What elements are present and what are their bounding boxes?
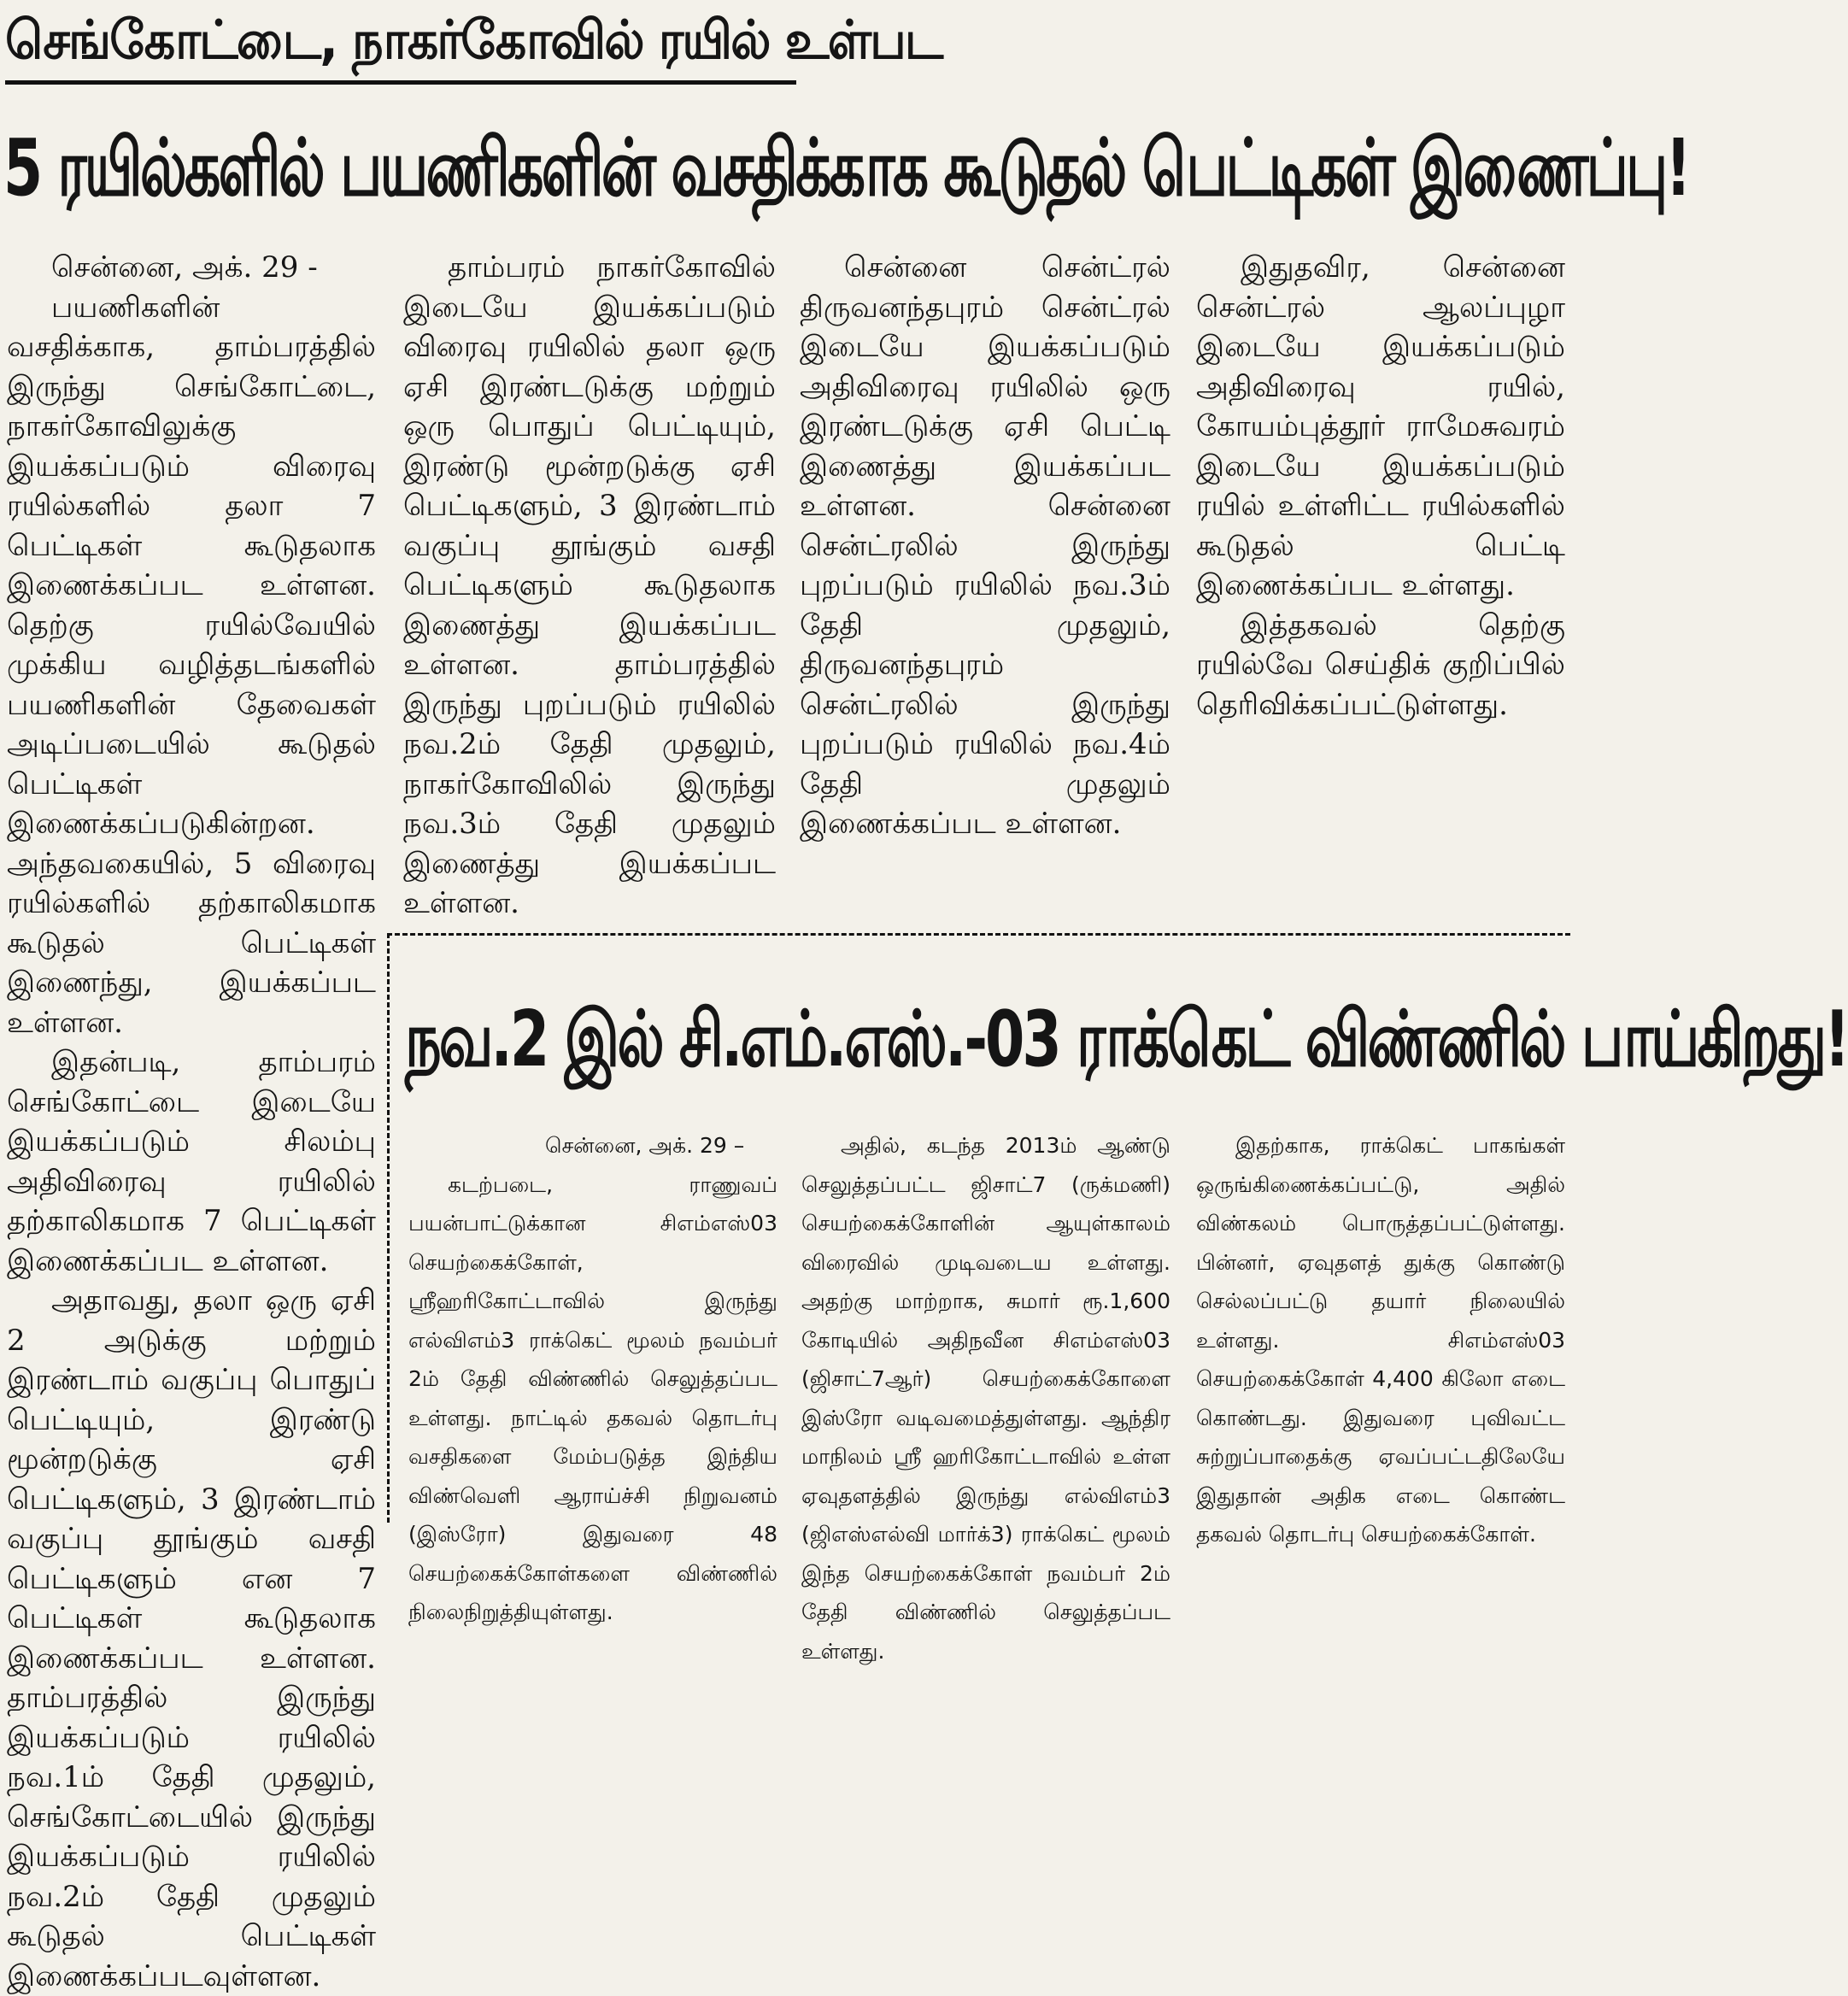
boxed-article-headline: நவ.2 இல் சி.எம்.எஸ்.-03 ராக்கெட் விண்ணில் பாய்கிறது! <box>405 995 1848 1084</box>
article-body-column-1 <box>7 248 376 1993</box>
boxed-article-column-1 <box>408 1126 777 1624</box>
article-paragraph-2: இதன்படி, தாம்பரம் செங்கோட்டை இடையே இயக்கப்படும் சிலம்பு அதிவிரைவு ரயிலில் தற்காலிகமாக 7 பெட்டிகள் இணைக்கப்பட உள்ளன. <box>7 1045 376 1278</box>
article-kicker: செங்கோட்டை, நாகர்கோவில் ரயில் உள்பட <box>5 9 942 71</box>
article-paragraph-3: அதாவது, தலா ஒரு ஏசி 2 அடுக்கு மற்றும் இரண்டாம் வகுப்பு பொதுப் பெட்டியும், இரண்டு மூன்றடுக்கு ஏசி பெட்டிகளும், 3 இரண்டாம் வகுப்பு தூங்கும் வசதி பெட்டிகளும் என 7 பெட்டிகள் கூடுதலாக இணைக்கப்பட உள்ளன. தாம்பரத்தில் இருந்து இயக்கப்படும் ரயிலில் நவ.1ம் தேதி முதலும், செங்கோட்டையில் இருந்து இயக்கப்படும் ரயிலில் நவ.2ம் தேதி முதலும் கூடுதல் பெட்டிகள் இணைக்கப்படவுள்ளன. <box>7 1283 376 1993</box>
article-body-column-4 <box>1196 248 1565 914</box>
article-paragraph-4: தாம்பரம் நாகர்கோவில் இடையே இயக்கப்படும் விரைவு ரயிலில் தலா ஒரு ஏசி இரண்டடுக்கு மற்றும் ஒரு பொதுப் பெட்டியும், இரண்டு மூன்றடுக்கு ஏசி பெட்டிகளும், 3 இரண்டாம் வகுப்பு தூங்கும் வசதி பெட்டிகளும் கூடுதலாக இணைத்து இயக்கப்பட உள்ளன. தாம்பரத்தில் இருந்து புறப்படும் ரயிலில் நவ.2ம் தேதி முதலும், நாகர்கோவிலில் இருந்து நவ.3ம் தேதி முதலும் இணைத்து இயக்கப்பட உள்ளன. <box>403 250 776 920</box>
article-headline: 5 ரயில்களில் பயணிகளின் வசதிக்காக கூடுதல் பெட்டிகள் இணைப்பு! <box>3 122 1689 214</box>
boxed-article-paragraph-1: கடற்படை, ராணுவப் பயன்பாட்டுக்கான சிஎம்எஸ்03 செயற்கைக்கோள், ஸ்ரீஹரிகோட்டாவில் இருந்து எல்விஎம்3 ராக்கெட் மூலம் நவம்பர் 2ம் தேதி விண்ணில் செலுத்தப்பட உள்ளது. நாட்டில் தகவல் தொடர்பு வசதிகளை மேம்படுத்த இந்திய விண்வெளி ஆராய்ச்சி நிறுவனம் (இஸ்ரோ) இதுவரை 48 செயற்கைக்கோள்களை விண்ணில் நிலைநிறுத்தியுள்ளது. <box>408 1171 777 1624</box>
boxed-article-column-2 <box>801 1126 1170 1664</box>
article-body-column-2 <box>403 248 776 920</box>
article-body-column-3 <box>800 248 1170 914</box>
article-paragraph-5: சென்னை சென்ட்ரல் திருவனந்தபுரம் சென்ட்ரல் இடையே இயக்கப்படும் அதிவிரைவு ரயிலில் ஒரு இரண்டடுக்கு ஏசி பெட்டி இணைத்து இயக்கப்பட உள்ளன. சென்னை சென்ட்ரலில் இருந்து புறப்படும் ரயிலில் நவ.3ம் தேதி முதலும், திருவனந்தபுரம் சென்ட்ரலில் இருந்து புறப்படும் ரயிலில் நவ.4ம் தேதி முதலும் இணைக்கப்பட உள்ளன. <box>800 250 1170 841</box>
boxed-article-column-3 <box>1196 1126 1565 1547</box>
article-paragraph-7: இத்தகவல் தெற்கு ரயில்வே செய்திக் குறிப்பில் தெரிவிக்கப்பட்டுள்ளது. <box>1196 608 1565 722</box>
article-dateline: சென்னை, அக். 29 - <box>51 250 318 285</box>
kicker-underline <box>5 80 796 85</box>
article-paragraph-6: இதுதவிர, சென்னை சென்ட்ரல் ஆலப்புழா இடையே இயக்கப்படும் அதிவிரைவு ரயில், கோயம்புத்தூர் ராமேசுவரம் இடையே இயக்கப்படும் ரயில் உள்ளிட்ட ரயில்களில் கூடுதல் பெட்டி இணைக்கப்பட உள்ளது. <box>1196 250 1565 602</box>
boxed-article-paragraph-2: அதில், கடந்த 2013ம் ஆண்டு செலுத்தப்பட்ட ஜிசாட்7 (ருக்மணி) செயற்கைக்கோளின் ஆயுள்காலம் விரைவில் முடிவடைய உள்ளது. அதற்கு மாற்றாக, சுமார் ரூ.1,600 கோடியில் அதிநவீன சிஎம்எஸ்03 (ஜிசாட்7ஆர்) செயற்கைக்கோளை இஸ்ரோ வடிவமைத்துள்ளது. ஆந்திர மாநிலம் ஸ்ரீ ஹரிகோட்டாவில் உள்ள ஏவுதளத்தில் இருந்து எல்விஎம்3 (ஜிஎஸ்எல்வி மார்க்3) ராக்கெட் மூலம் இந்த செயற்கைக்கோள் நவம்பர் 2ம் தேதி விண்ணில் செலுத்தப்பட உள்ளது. <box>801 1133 1170 1664</box>
article-paragraph-1: பயணிகளின் வசதிக்காக, தாம்பரத்தில் இருந்து செங்கோட்டை, நாகர்கோவிலுக்கு இயக்கப்படும் விரைவு ரயில்களில் தலா 7 பெட்டிகள் கூடுதலாக இணைக்கப்பட உள்ளன. தெற்கு ரயில்வேயில் முக்கிய வழித்தடங்களில் பயணிகளின் தேவைகள் அடிப்படையில் கூடுதல் பெட்டிகள் இணைக்கப்படுகின்றன. அந்தவகையில், 5 விரைவு ரயில்களில் தற்காலிகமாக கூடுதல் பெட்டிகள் இணைந்து, இயக்கப்பட உள்ளன. <box>7 290 376 1040</box>
boxed-article-paragraph-3: இதற்காக, ராக்கெட் பாகங்கள் ஒருங்கிணைக்கப்பட்டு, அதில் விண்கலம் பொருத்தப்பட்டுள்ளது. பின்னர், ஏவுதளத் துக்கு கொண்டு செல்லப்பட்டு தயார் நிலையில் உள்ளது. சிஎம்எஸ்03 செயற்கைக்கோள் 4,400 கிலோ எடை கொண்டது. இதுவரை புவிவட்ட சுற்றுப்பாதைக்கு ஏவப்பட்டதிலேயே இதுதான் அதிக எடை கொண்ட தகவல் தொடர்பு செயற்கைக்கோள். <box>1196 1133 1565 1547</box>
boxed-article-dateline: சென்னை, அக். 29 – <box>545 1133 745 1158</box>
